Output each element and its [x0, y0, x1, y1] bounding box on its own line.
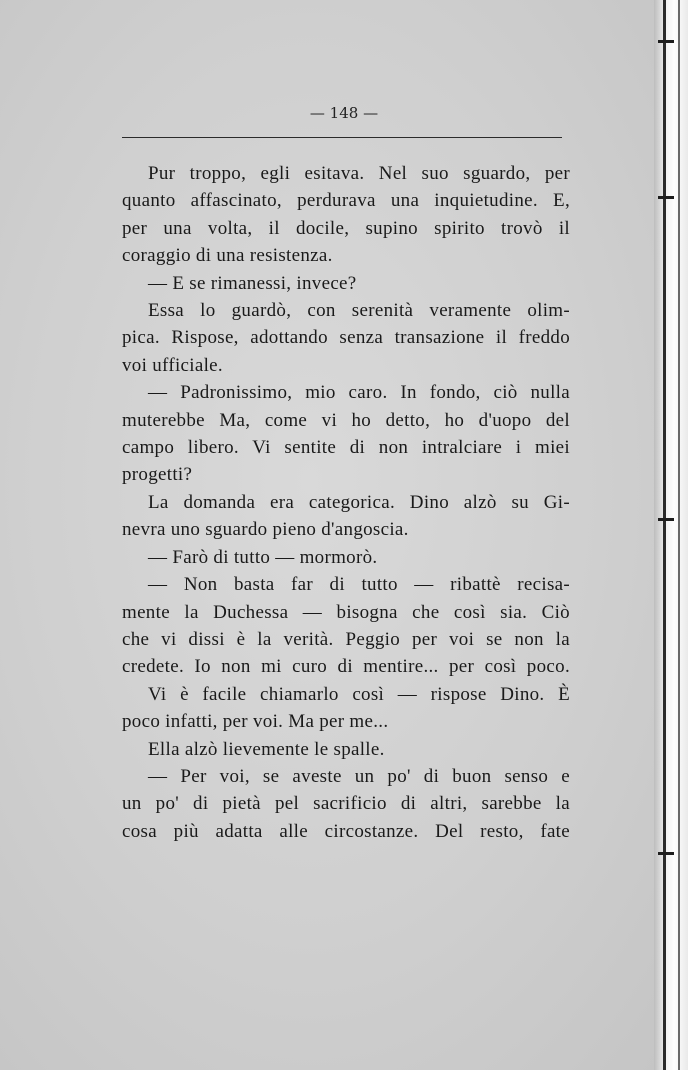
text-line: cosa più adatta alle circostanze. Del resto, fate — [122, 820, 570, 842]
text-line: Vi è facile chiamarlo così — rispose Dino. È — [148, 683, 570, 705]
text-line: per una volta, il docile, supino spirito trovò il — [122, 217, 570, 239]
binding-mark — [658, 518, 674, 521]
text-line: Pur troppo, egli esitava. Nel suo sguardo, per — [148, 163, 570, 184]
text-line: — E se rimanessi, invece? — [148, 272, 357, 294]
text-line: progetti? — [122, 464, 193, 486]
binding-line — [663, 0, 666, 1070]
text-line: — Farò di tutto — mormorò. — [148, 546, 378, 568]
text-line: — Padronissimo, mio caro. In fondo, ciò nulla — [148, 382, 570, 404]
text-line: campo libero. Vi sentite di non intralciare i miei — [122, 437, 570, 459]
text-line: muterebbe Ma, come vi ho detto, ho d'uopo del — [122, 409, 570, 431]
text-line: un po' di pietà pel sacrificio di altri, sarebbe la — [122, 793, 570, 815]
page-number: — 148 — — [309, 104, 379, 122]
text-line: coraggio di una resistenza. — [122, 245, 333, 267]
text-line: pica. Rispose, adottando senza transazione il freddo — [122, 327, 570, 349]
text-line: voi ufficiale. — [122, 354, 223, 376]
text-line: che vi dissi è la verità. Peggio per voi se non la — [122, 628, 570, 650]
text-line: nevra uno sguardo pieno d'angoscia. — [122, 519, 409, 541]
text-line: — Per voi, se aveste un po' di buon senso e — [148, 765, 570, 787]
binding-mark — [658, 196, 674, 199]
text-line: credete. Io non mi curo di mentire... per così poco. — [122, 656, 570, 678]
binding-mark — [658, 852, 674, 855]
text-line: — Non basta far di tutto — ribattè recisa- — [148, 574, 570, 596]
text-line: mente la Duchessa — bisogna che così sia. Ciò — [122, 601, 570, 623]
text-line: La domanda era categorica. Dino alzò su Gi- — [148, 491, 570, 513]
header-rule — [122, 137, 562, 138]
binding-line — [678, 0, 680, 1070]
body-text — [122, 160, 570, 845]
text-line: poco infatti, per voi. Ma per me... — [122, 711, 389, 733]
text-line: quanto affascinato, perdurava una inquietudine. E, — [122, 190, 570, 212]
text-line: Essa lo guardò, con serenità veramente olim- — [148, 300, 570, 322]
text-line: Ella alzò lievemente le spalle. — [148, 738, 385, 760]
binding-mark — [658, 40, 674, 43]
page-binding-edge — [654, 0, 688, 1070]
